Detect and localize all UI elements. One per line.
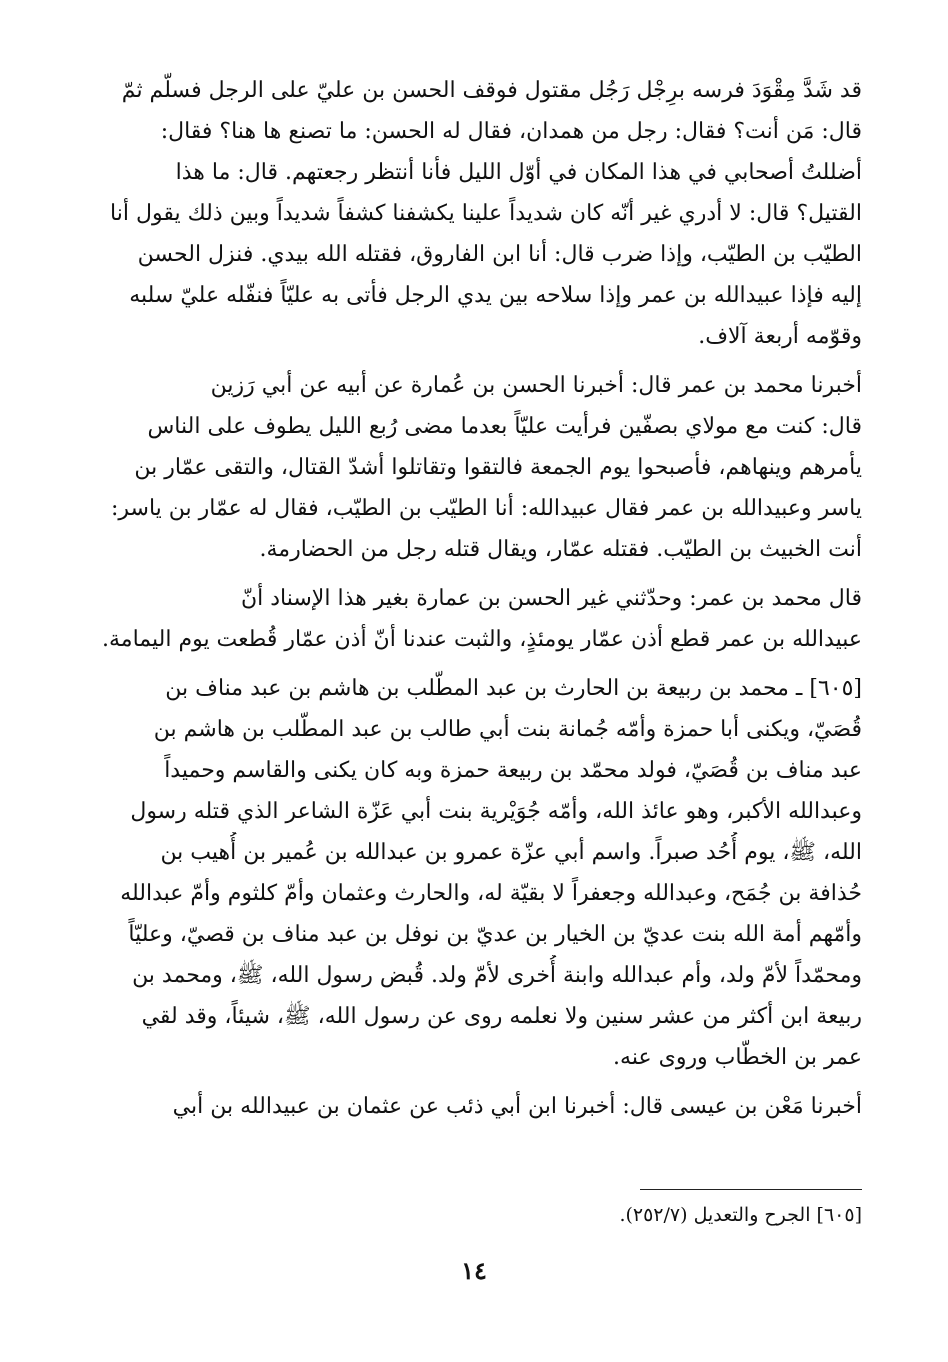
paragraph (92, 365, 862, 570)
text-line: حُذافة بن جُمَح، وعبدالله وجعفراً لا بقيّة له، والحارث وعثمان وأمّ كلثوم وأمّ عبدالله (120, 881, 862, 906)
footnote: [٦٠٥] الجرح والتعديل (٢٥٢/٧). (619, 1204, 862, 1226)
text-line: الطيّب بن الطيّب، وإذا ضرب قال: أنا ابن الفاروق، فقتله الله بيدي. فنزل الحسن (137, 242, 862, 267)
text-line: قال: كنت مع مولاي بصفّين فرأيت عليّاً بعدما مضى رُبع الليل يطوف على الناس (147, 414, 862, 439)
text-line: وعبدالله الأكبر، وهو عائذ الله، وأمّه جُوَيْرية بنت أبي عَزّة الشاعر الذي قتله رسول (130, 799, 862, 824)
paragraph (92, 668, 862, 1078)
text-line: قال محمد بن عمر: وحدّثني غير الحسن بن عمارة بغير هذا الإسناد أنّ (240, 586, 862, 611)
text-line: قد شَدَّ مِقْوَدَ فرسه برِجْل رَجُل مقتول فوقف الحسن بن عليّ على الرجل فسلّم ثمّ (121, 78, 862, 103)
text-line: [٦٠٥] ـ محمد بن ربيعة بن الحارث بن عبد المطّلب بن هاشم بن عبد مناف بن (165, 676, 862, 701)
page-number: ١٤ (461, 1256, 487, 1285)
text-line: إليه فإذا عبيدالله بن عمر وإذا سلاحه بين يدي الرجل فأتى به عليّاً فنفّله عليّ سلبه (129, 283, 862, 308)
text-line: ومحمّداً لأمّ ولد، وأم عبدالله وابنة أُخرى لأمّ ولد. قُبض رسول الله، ﷺ، ومحمد بن (132, 963, 862, 988)
text-line: يأمرهم وينهاهم، فأصبحوا يوم الجمعة فالتقوا وتقاتلوا أشدّ القتال، والتقى عمّار بن (134, 455, 862, 480)
text-line: وأمّهم أمة الله بنت عديّ بن الخيار بن عديّ بن نوفل بن عبد مناف بن قصيّ، وعليّاً (128, 922, 862, 947)
text-line: عبيدالله بن عمر قطع أذن عمّار يومئذٍ، والثبت عندنا أنّ أذن عمّار قُطعت يوم اليمامة. (102, 627, 862, 652)
text-line: أنت الخبيث بن الطيّب. فقتله عمّار، ويقال قتله رجل من الحضارمة. (259, 537, 862, 562)
paragraph (92, 578, 862, 660)
text-line: الله، ﷺ، يوم أُحُد صبراً. واسم أبي عزّة عمرو بن عبدالله بن عُمير بن أُهيب بن (160, 840, 862, 865)
footnote-divider (640, 1189, 862, 1190)
text-line: ربيعة ابن أكثر من عشر سنين ولا نعلمه روى عن رسول الله، ﷺ، شيئاً، وقد لقي (141, 1004, 862, 1029)
text-line: وقوّمه أربعة آلاف. (698, 324, 862, 349)
main-text (92, 70, 862, 1127)
text-line: ياسر وعبيدالله بن عمر فقال عبيدالله: أنا الطيّب بن الطيّب، فقال له عمّار بن ياسر: (110, 496, 862, 521)
text-line: القتيل؟ قال: لا أدري غير أنّه كان شديداً علينا يكشفنا كشفاً شديداً وبين ذلك يقول أنا (110, 201, 862, 226)
text-line: أخبرنا محمد بن عمر قال: أخبرنا الحسن بن عُمارة عن أبيه عن أبي رَزين (210, 373, 862, 398)
text-line: قال: مَن أنت؟ فقال: رجل من همدان، فقال له الحسن: ما تصنع ها هنا؟ فقال: (160, 119, 862, 144)
text-line: عمر بن الخطّاب وروى عنه. (613, 1045, 862, 1070)
text-line: أضللتُ أصحابي في هذا المكان في أوّل الليل فأنا أنتظر رجعتهم. قال: ما هذا (175, 160, 862, 185)
paragraph (92, 70, 862, 357)
text-line: عبد مناف بن قُصَيّ، فولد محمّد بن ربيعة حمزة وبه كان يكنى والقاسم وحميداً (164, 758, 862, 783)
text-line: أخبرنا مَعْن بن عيسى قال: أخبرنا ابن أبي ذئب عن عثمان بن عبيدالله بن أبي (172, 1094, 862, 1119)
text-line: قُصَيّ، ويكنى أبا حمزة وأمّه جُمانة بنت أبي طالب بن عبد المطّلب بن هاشم بن (153, 717, 862, 742)
paragraph (92, 1086, 862, 1127)
